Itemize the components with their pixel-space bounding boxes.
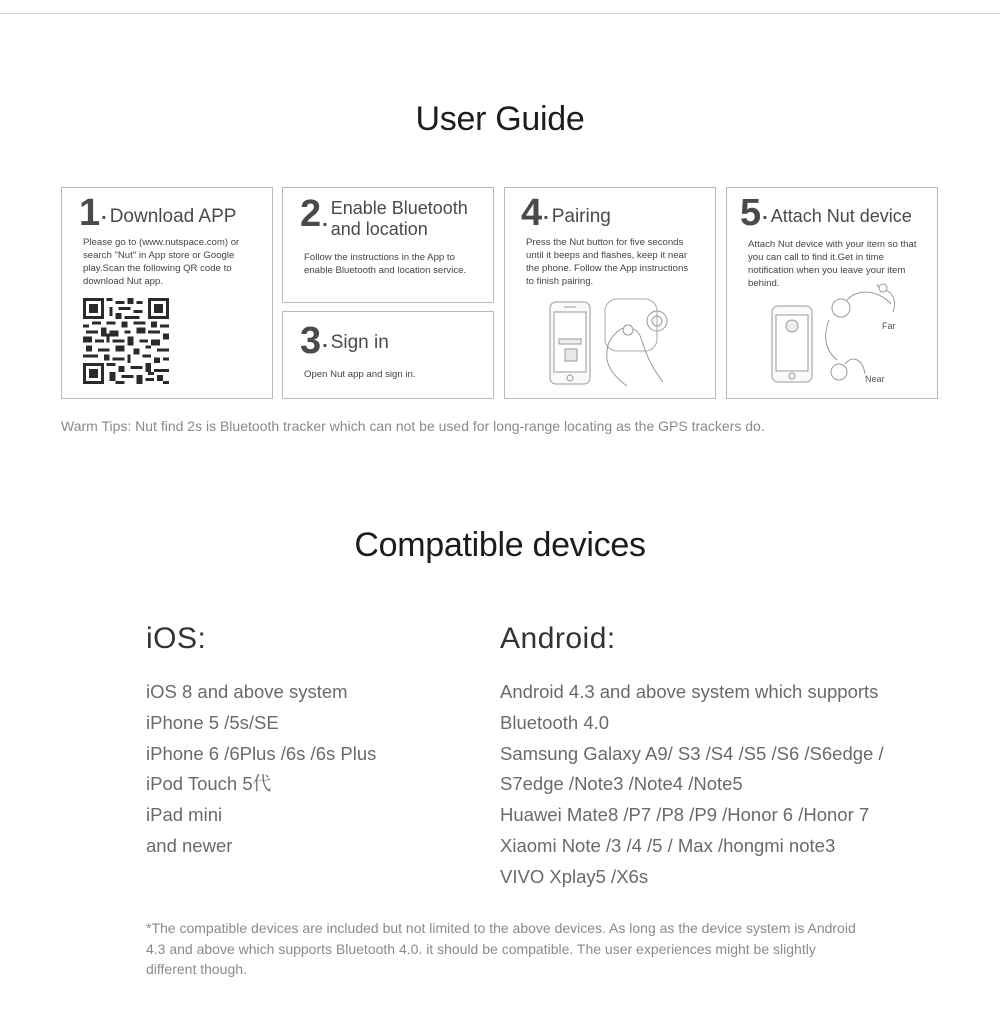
android-heading: Android: — [500, 622, 616, 655]
step-text: Open Nut app and sign in. — [304, 369, 416, 380]
step-number: 1 — [79, 192, 101, 234]
list-item: S7edge /Note3 /Note4 /Note5 — [500, 773, 743, 795]
step-title: Enable Bluetooth and location — [330, 198, 468, 239]
phone-pairing-illustration — [545, 294, 695, 394]
step-title: Pairing — [551, 206, 611, 227]
step-text: Follow the instructions in the App to enable Bluetooth and location service. — [304, 252, 467, 276]
list-item: iPhone 6 /6Plus /6s /6s Plus — [146, 742, 377, 764]
step-text: Please go to (www.nutspace.com) or search "Nut" in App store or Google play.Scan the following QR code to download Nut app. — [83, 237, 240, 287]
attach-nut-illustration — [767, 280, 937, 392]
step-number: 3 — [300, 320, 322, 362]
list-item: Huawei Mate8 /P7 /P8 /P9 /Honor 6 /Honor 7 — [500, 804, 870, 826]
step-text: Press the Nut button for five seconds until it beeps and flashes, keep it near the phone. Follow the App instructions to finish pairing. — [526, 237, 689, 287]
step-card-enable-bluetooth: 2 . Enable Bluetooth and location Follow the instructions in the App to enable Bluetooth and location service. — [282, 187, 494, 303]
list-item: iPad mini — [146, 804, 223, 826]
list-item: Bluetooth 4.0 — [500, 711, 610, 733]
warm-tips: Warm Tips: Nut find 2s is Bluetooth tracker which can not be used for long-range locating as the GPS trackers do. — [61, 418, 765, 434]
list-item: and newer — [146, 834, 233, 856]
list-item: iOS 8 and above system — [146, 681, 348, 702]
far-label: Far — [882, 321, 896, 331]
list-item: iPod Touch 5代 — [146, 773, 272, 795]
android-device-list — [500, 677, 884, 893]
step-title: Download APP — [109, 206, 237, 227]
ios-heading: iOS: — [146, 622, 207, 655]
user-guide-title: User Guide — [415, 100, 585, 138]
qr-code-icon — [83, 298, 169, 384]
step-card-attach-nut: 5 . Attach Nut device Attach Nut device with your item so that you can call to find it.Get in time notification when you leave your item behind. Far Near — [726, 187, 938, 399]
step-card-pairing: 4 . Pairing Press the Nut button for five seconds until it beeps and flashes, keep it near the phone. Follow the App instructions to finish pairing. — [504, 187, 716, 399]
compatible-devices-title: Compatible devices — [354, 526, 646, 564]
step-number: 2 — [300, 193, 322, 235]
list-item: Android 4.3 and above system which supports — [500, 681, 879, 702]
step-card-download-app: 1 . Download APP Please go to (www.nutspace.com) or search "Nut" in App store or Google play.Scan the following QR code to download Nut app. — [61, 187, 273, 399]
step-title: Sign in — [330, 332, 389, 353]
step-number: 5 — [740, 192, 762, 234]
top-divider — [0, 13, 1000, 14]
list-item: iPhone 5 /5s/SE — [146, 711, 279, 733]
list-item: Samsung Galaxy A9/ S3 /S4 /S5 /S6 /S6edge / — [500, 742, 884, 764]
compatibility-note: *The compatible devices are included but not limited to the above devices. As long as the device system is Android 4.3 and above which supports Bluetooth 4.0. it should be compatible. The user experiences might be slightly different though. — [146, 920, 856, 977]
list-item: VIVO Xplay5 /X6s — [500, 865, 649, 887]
step-number: 4 — [521, 192, 543, 234]
near-label: Near — [865, 374, 885, 384]
step-card-sign-in: 3 . Sign in Open Nut app and sign in. — [282, 311, 494, 399]
list-item: Xiaomi Note /3 /4 /5 / Max /hongmi note3 — [500, 834, 836, 856]
ios-device-list — [146, 677, 376, 862]
step-title: Attach Nut device — [770, 206, 912, 226]
step-text: Attach Nut device with your item so that you can call to find it.Get in time notification when you leave your item behind. — [748, 239, 917, 289]
